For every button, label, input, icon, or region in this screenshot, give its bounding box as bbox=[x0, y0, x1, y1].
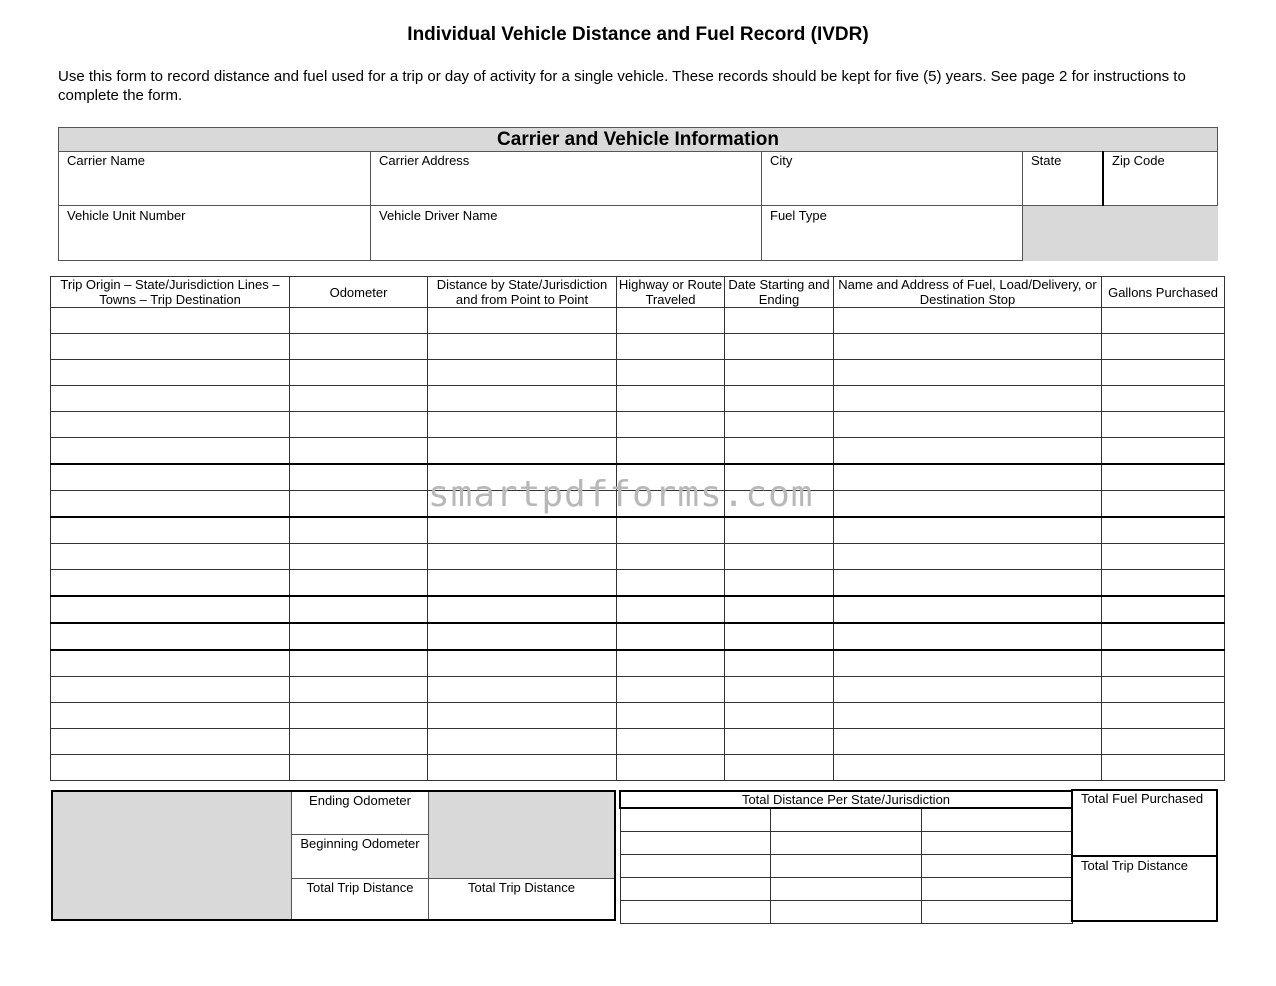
table-cell[interactable] bbox=[51, 360, 290, 386]
table-cell[interactable] bbox=[921, 832, 1072, 855]
table-cell[interactable] bbox=[725, 596, 834, 623]
table-row bbox=[51, 755, 1225, 781]
table-cell[interactable] bbox=[725, 755, 834, 781]
table-row bbox=[620, 901, 1072, 924]
table-cell[interactable] bbox=[617, 308, 725, 334]
table-cell[interactable] bbox=[290, 386, 428, 412]
table-cell[interactable] bbox=[617, 360, 725, 386]
table-row bbox=[51, 623, 1225, 650]
table-cell[interactable] bbox=[428, 570, 617, 597]
table-cell[interactable] bbox=[51, 623, 290, 650]
table-cell[interactable] bbox=[290, 438, 428, 465]
table-cell[interactable] bbox=[428, 438, 617, 465]
fuel-totals-box bbox=[1071, 789, 1218, 922]
state-field[interactable]: State bbox=[1031, 153, 1062, 168]
table-cell[interactable] bbox=[290, 334, 428, 360]
table-cell[interactable] bbox=[620, 855, 770, 878]
table-cell[interactable] bbox=[1102, 596, 1225, 623]
table-cell[interactable] bbox=[51, 544, 290, 570]
shaded-cell bbox=[1023, 206, 1218, 261]
table-cell[interactable] bbox=[1102, 308, 1225, 334]
table-cell[interactable] bbox=[617, 623, 725, 650]
table-header-row bbox=[51, 277, 1225, 308]
table-cell[interactable] bbox=[51, 464, 290, 491]
table-cell[interactable] bbox=[725, 360, 834, 386]
table-cell[interactable] bbox=[725, 412, 834, 438]
table-cell[interactable] bbox=[770, 855, 921, 878]
table-cell[interactable] bbox=[1102, 677, 1225, 703]
table-cell[interactable] bbox=[834, 334, 1102, 360]
table-cell[interactable] bbox=[770, 808, 921, 832]
total-trip-distance-label-2: Total Trip Distance bbox=[468, 880, 575, 895]
table-cell[interactable] bbox=[834, 517, 1102, 544]
table-cell[interactable] bbox=[617, 570, 725, 597]
form-instructions: Use this form to record distance and fuel used for a trip or day of activity for a single vehicle. These records should be kept for five (5) years. See page 2 for instructions to complete the form. bbox=[58, 68, 1186, 104]
table-cell[interactable] bbox=[290, 464, 428, 491]
total-trip-distance-label: Total Trip Distance bbox=[306, 880, 414, 895]
table-cell[interactable] bbox=[770, 901, 921, 924]
table-cell[interactable] bbox=[1102, 334, 1225, 360]
table-cell[interactable] bbox=[1102, 464, 1225, 491]
table-row bbox=[51, 438, 1225, 465]
table-cell[interactable] bbox=[620, 808, 770, 832]
table-cell[interactable] bbox=[834, 703, 1102, 729]
table-cell[interactable] bbox=[290, 755, 428, 781]
table-cell[interactable] bbox=[725, 544, 834, 570]
zip-code-field[interactable]: Zip Code bbox=[1112, 153, 1165, 168]
table-cell[interactable] bbox=[51, 677, 290, 703]
shaded-cell bbox=[429, 792, 614, 878]
table-cell[interactable] bbox=[834, 438, 1102, 465]
table-cell[interactable] bbox=[51, 596, 290, 623]
shaded-cell bbox=[53, 792, 291, 919]
table-cell[interactable] bbox=[620, 878, 770, 901]
table-cell[interactable] bbox=[428, 412, 617, 438]
fuel-type-field[interactable]: Fuel Type bbox=[770, 208, 827, 223]
table-cell[interactable] bbox=[921, 808, 1072, 832]
table-cell[interactable] bbox=[620, 901, 770, 924]
table-cell[interactable] bbox=[617, 703, 725, 729]
table-cell[interactable] bbox=[617, 334, 725, 360]
distance-per-state-label: Total Distance Per State/Jurisdiction bbox=[620, 791, 1072, 808]
col-date: Date Starting and Ending bbox=[725, 277, 834, 308]
table-cell[interactable] bbox=[725, 650, 834, 677]
table-cell[interactable] bbox=[834, 570, 1102, 597]
table-cell[interactable] bbox=[617, 729, 725, 755]
table-cell[interactable] bbox=[428, 596, 617, 623]
table-cell[interactable] bbox=[290, 491, 428, 518]
table-cell[interactable] bbox=[725, 308, 834, 334]
table-cell[interactable] bbox=[1102, 570, 1225, 597]
table-cell[interactable] bbox=[1102, 412, 1225, 438]
table-cell[interactable] bbox=[290, 412, 428, 438]
table-cell[interactable] bbox=[1102, 703, 1225, 729]
table-cell[interactable] bbox=[51, 491, 290, 518]
table-cell[interactable] bbox=[834, 491, 1102, 518]
carrier-address-field[interactable]: Carrier Address bbox=[379, 153, 470, 168]
table-cell[interactable] bbox=[725, 703, 834, 729]
form-title: Individual Vehicle Distance and Fuel Record (IVDR) bbox=[407, 24, 869, 45]
table-cell[interactable] bbox=[1102, 650, 1225, 677]
table-cell[interactable] bbox=[834, 596, 1102, 623]
distance-per-state-table bbox=[619, 790, 1073, 924]
table-cell[interactable] bbox=[834, 755, 1102, 781]
table-cell[interactable] bbox=[725, 517, 834, 544]
table-cell[interactable] bbox=[1102, 517, 1225, 544]
table-cell[interactable] bbox=[725, 334, 834, 360]
city-field[interactable]: City bbox=[770, 153, 793, 168]
table-cell[interactable] bbox=[51, 438, 290, 465]
table-cell[interactable] bbox=[51, 308, 290, 334]
table-row bbox=[620, 832, 1072, 855]
table-cell[interactable] bbox=[428, 517, 617, 544]
table-row bbox=[51, 703, 1225, 729]
driver-name-field[interactable]: Vehicle Driver Name bbox=[379, 208, 498, 223]
table-cell[interactable] bbox=[428, 544, 617, 570]
table-cell[interactable] bbox=[51, 570, 290, 597]
table-cell[interactable] bbox=[1102, 729, 1225, 755]
table-cell[interactable] bbox=[1102, 544, 1225, 570]
table-row bbox=[51, 360, 1225, 386]
col-distance: Distance by State/Jurisdiction and from Point to Point bbox=[428, 277, 617, 308]
table-row bbox=[51, 729, 1225, 755]
table-row bbox=[620, 855, 1072, 878]
table-row bbox=[51, 650, 1225, 677]
table-cell[interactable] bbox=[1102, 491, 1225, 518]
table-cell[interactable] bbox=[428, 623, 617, 650]
table-row bbox=[51, 334, 1225, 360]
col-odometer: Odometer bbox=[290, 277, 428, 308]
table-row bbox=[51, 677, 1225, 703]
table-cell[interactable] bbox=[834, 623, 1102, 650]
table-cell[interactable] bbox=[725, 570, 834, 597]
table-cell[interactable] bbox=[290, 596, 428, 623]
watermark: smartpdfforms.com bbox=[428, 474, 814, 515]
table-cell[interactable] bbox=[290, 517, 428, 544]
table-row bbox=[51, 570, 1225, 597]
table-cell[interactable] bbox=[834, 360, 1102, 386]
table-cell[interactable] bbox=[290, 729, 428, 755]
col-trip-origin: Trip Origin – State/Jurisdiction Lines – Towns – Trip Destination bbox=[51, 277, 290, 308]
table-row bbox=[51, 596, 1225, 623]
table-cell[interactable] bbox=[290, 544, 428, 570]
table-cell[interactable] bbox=[428, 677, 617, 703]
table-cell[interactable] bbox=[725, 729, 834, 755]
table-cell[interactable] bbox=[51, 386, 290, 412]
table-cell[interactable] bbox=[428, 703, 617, 729]
table-row bbox=[620, 878, 1072, 901]
table-cell[interactable] bbox=[617, 386, 725, 412]
odometer-summary bbox=[51, 790, 616, 921]
carrier-name-field[interactable]: Carrier Name bbox=[67, 153, 146, 168]
table-cell[interactable] bbox=[428, 360, 617, 386]
table-cell[interactable] bbox=[1102, 360, 1225, 386]
table-cell[interactable] bbox=[428, 386, 617, 412]
table-cell[interactable] bbox=[51, 729, 290, 755]
table-cell[interactable] bbox=[51, 650, 290, 677]
table-cell[interactable] bbox=[290, 677, 428, 703]
table-cell[interactable] bbox=[725, 677, 834, 703]
carrier-section-heading: Carrier and Vehicle Information bbox=[59, 128, 1217, 152]
table-cell[interactable] bbox=[725, 438, 834, 465]
table-cell[interactable] bbox=[51, 334, 290, 360]
table-cell[interactable] bbox=[725, 386, 834, 412]
table-cell[interactable] bbox=[428, 334, 617, 360]
table-cell[interactable] bbox=[428, 308, 617, 334]
table-cell[interactable] bbox=[921, 901, 1072, 924]
table-cell[interactable] bbox=[51, 755, 290, 781]
table-cell[interactable] bbox=[428, 755, 617, 781]
table-cell[interactable] bbox=[834, 650, 1102, 677]
table-cell[interactable] bbox=[617, 677, 725, 703]
table-cell[interactable] bbox=[921, 878, 1072, 901]
table-cell[interactable] bbox=[51, 412, 290, 438]
table-cell[interactable] bbox=[51, 517, 290, 544]
table-cell[interactable] bbox=[617, 517, 725, 544]
carrier-vehicle-section bbox=[58, 127, 1218, 261]
table-cell[interactable] bbox=[290, 308, 428, 334]
table-cell[interactable] bbox=[617, 412, 725, 438]
table-cell[interactable] bbox=[617, 755, 725, 781]
table-cell[interactable] bbox=[51, 703, 290, 729]
table-cell[interactable] bbox=[834, 677, 1102, 703]
table-row bbox=[620, 808, 1072, 832]
table-cell[interactable] bbox=[834, 308, 1102, 334]
col-gallons: Gallons Purchased bbox=[1102, 277, 1225, 308]
table-cell[interactable] bbox=[1102, 386, 1225, 412]
table-cell[interactable] bbox=[834, 729, 1102, 755]
col-highway: Highway or Route Traveled bbox=[617, 277, 725, 308]
table-cell[interactable] bbox=[290, 623, 428, 650]
table-cell[interactable] bbox=[834, 412, 1102, 438]
col-stop-address: Name and Address of Fuel, Load/Delivery, or Destination Stop bbox=[834, 277, 1102, 308]
trip-log-table bbox=[50, 276, 1225, 781]
table-cell[interactable] bbox=[1102, 438, 1225, 465]
table-row bbox=[51, 308, 1225, 334]
table-cell[interactable] bbox=[290, 570, 428, 597]
table-row bbox=[51, 412, 1225, 438]
table-row bbox=[51, 517, 1225, 544]
table-cell[interactable] bbox=[620, 832, 770, 855]
table-cell[interactable] bbox=[617, 438, 725, 465]
table-cell[interactable] bbox=[428, 650, 617, 677]
table-cell[interactable] bbox=[770, 832, 921, 855]
table-cell[interactable] bbox=[921, 855, 1072, 878]
table-row bbox=[51, 386, 1225, 412]
table-cell[interactable] bbox=[834, 386, 1102, 412]
table-cell[interactable] bbox=[1102, 623, 1225, 650]
ending-odometer-label: Ending Odometer bbox=[309, 793, 411, 808]
table-cell[interactable] bbox=[834, 544, 1102, 570]
table-cell[interactable] bbox=[834, 464, 1102, 491]
table-cell[interactable] bbox=[770, 878, 921, 901]
table-cell[interactable] bbox=[290, 703, 428, 729]
table-cell[interactable] bbox=[617, 544, 725, 570]
table-cell[interactable] bbox=[1102, 755, 1225, 781]
beginning-odometer-label: Beginning Odometer bbox=[300, 836, 420, 851]
table-cell[interactable] bbox=[290, 360, 428, 386]
table-row bbox=[51, 544, 1225, 570]
table-cell[interactable] bbox=[617, 596, 725, 623]
vehicle-unit-field[interactable]: Vehicle Unit Number bbox=[67, 208, 186, 223]
table-cell[interactable] bbox=[290, 650, 428, 677]
table-cell[interactable] bbox=[428, 729, 617, 755]
total-fuel-purchased-label: Total Fuel Purchased bbox=[1081, 791, 1204, 806]
table-cell[interactable] bbox=[617, 650, 725, 677]
total-trip-distance-label-3: Total Trip Distance bbox=[1081, 858, 1188, 873]
table-cell[interactable] bbox=[725, 623, 834, 650]
